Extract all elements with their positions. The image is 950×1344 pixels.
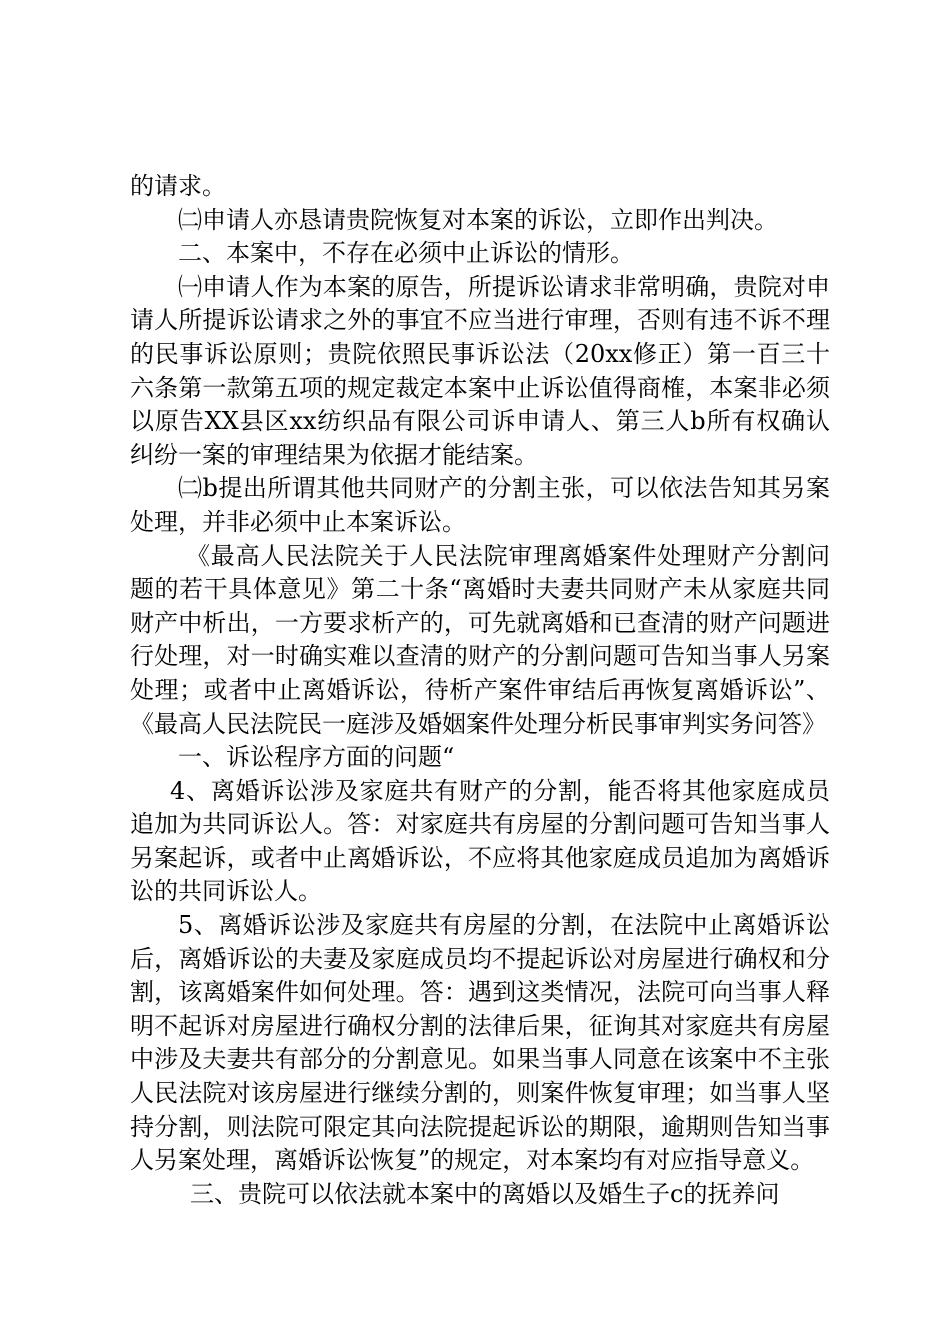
paragraph-property-division: ㈡b提出所谓其他共同财产的分割主张，可以依法告知其另案处理，并非必须中止本案诉讼。 [130,474,830,536]
paragraph-supreme-court-opinion: 《最高人民法院关于人民法院审理离婚案件处理财产分割问题的若干具体意见》第二十条“离婚时夫妻共同财产未从家庭共同财产中析出，一方要求析产的，可先就离婚和已查清的财产问题进行处理，对一时确实难以查清的财产的分割问题可告知当事人另案处理；或者中止离婚诉讼，待析产案件审结后再恢复离婚诉讼”、《最高人民法院民一庭涉及婚姻案件处理分析民事审判实务问答》 [130,541,830,738]
heading-procedure-issues: 一、诉讼程序方面的问题“ [178,743,455,772]
paragraph-request-end: 的请求。 [130,172,226,200]
paragraph-qa-5: 5、离婚诉讼涉及家庭共有房屋的分割，在法院中止离婚诉讼后，离婚诉讼的夫妻及家庭成员均不提起诉讼对房屋进行确权和分割，该离婚案件如何处理。答：遇到这类情况，法院可向当事人释明不起诉对房屋进行确权分割的法律后果，征询其对家庭共有房屋中涉及夫妻共有部分的分割意见。如果当事人同意在该案中不主张人民法院对该房屋进行继续分割的，则案件恢复审理；如当事人坚持分割，则法院可限定其向法院提起诉讼的期限，逾期则告知当事人另案处理，离婚诉讼恢复”的规定，对本案均有对应指导意义。 [130,911,830,1175]
heading-no-suspension: 二、本案中，不存在必须中止诉讼的情形。 [178,239,634,268]
paragraph-plaintiff-claims: ㈠申请人作为本案的原告，所提诉讼请求非常明确，贵院对申请人所提诉讼请求之外的事宜不应当进行审理，否则有违不诉不理的民事诉讼原则；贵院依照民事诉讼法（20xx修正）第一百三十六条第一款第五项的规定裁定本案中止诉讼值得商榷，本案非必须以原告XX县区xx纺织品有限公司诉申请人、第三人b所有权确认纠纷一案的审理结果为依据才能结案。 [130,272,830,469]
paragraph-resume-litigation: ㈡申请人亦恳请贵院恢复对本案的诉讼，立即作出判决。 [178,205,778,234]
heading-court-may-rule: 三、贵院可以依法就本案中的离婚以及婚生子c的抚养问 [190,1179,780,1208]
paragraph-qa-4: 4、离婚诉讼涉及家庭共有财产的分割，能否将其他家庭成员追加为共同诉讼人。答：对家庭共有房屋的分割问题可告知当事人另案起诉，或者中止离婚诉讼，不应将其他家庭成员追加为离婚诉讼的共同诉讼人。 [130,776,830,906]
document-body [130,170,830,1211]
